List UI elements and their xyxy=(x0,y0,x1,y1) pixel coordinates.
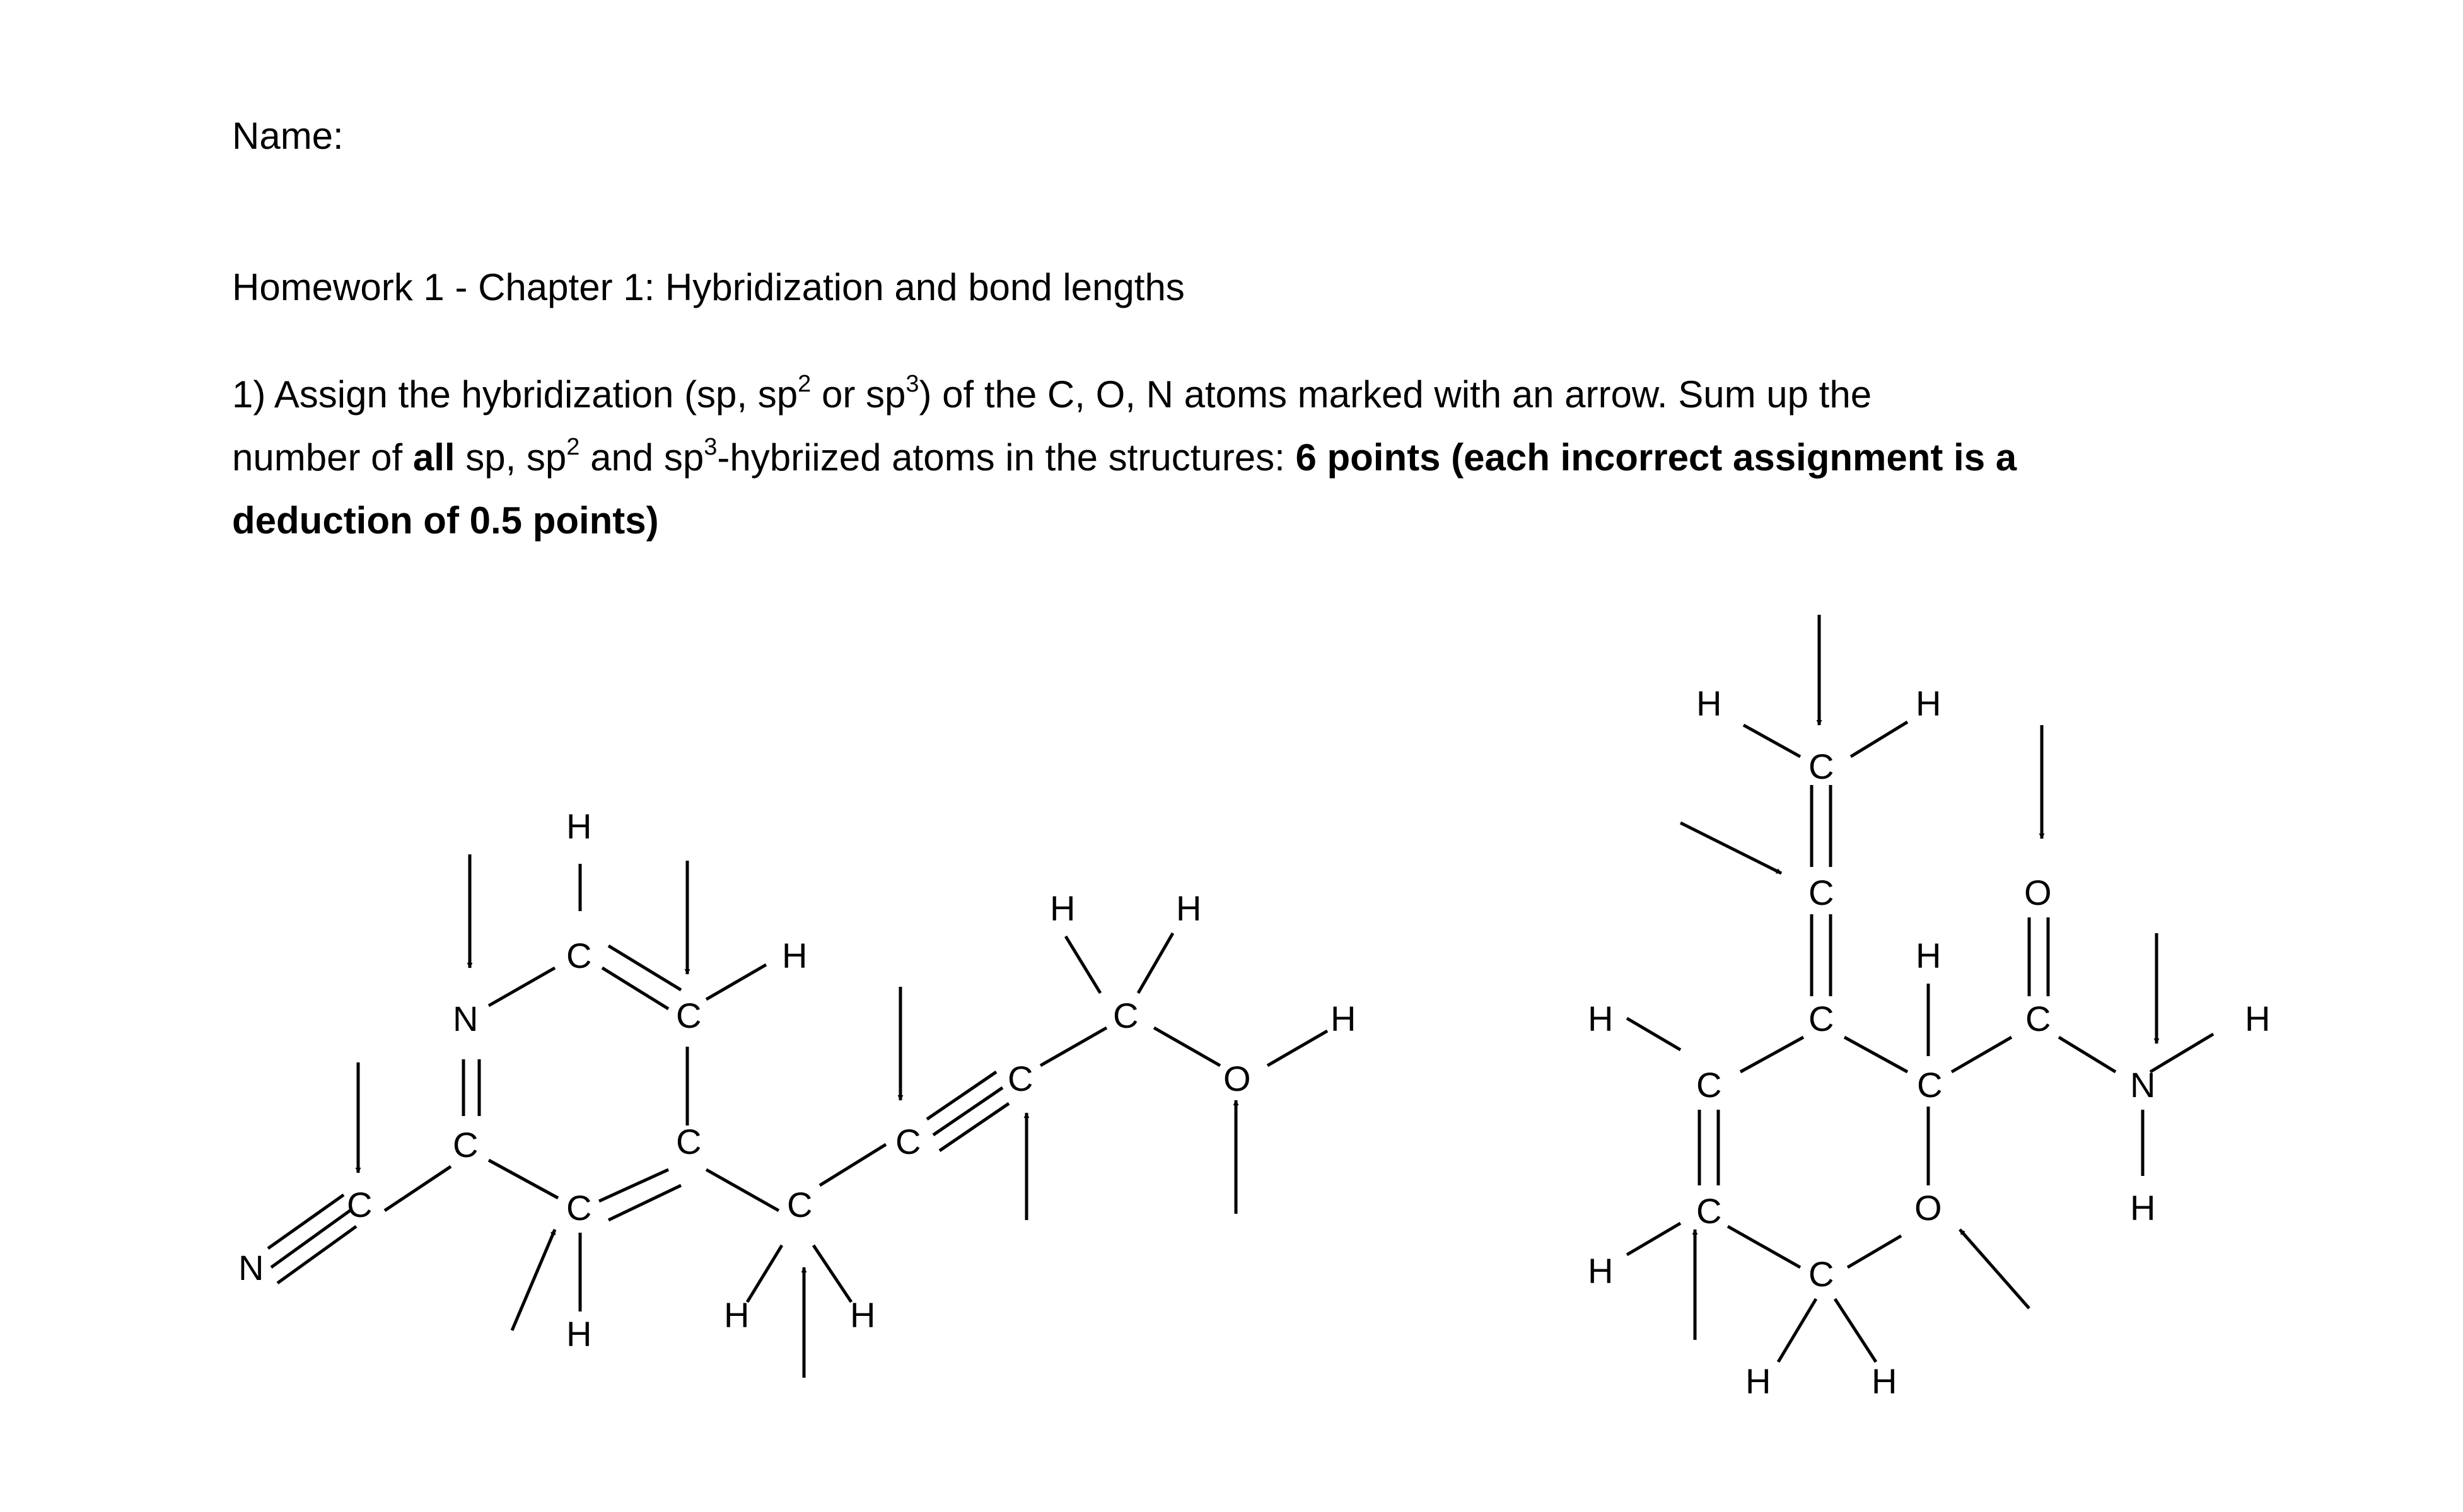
atom-h: H xyxy=(724,1295,750,1335)
question-text-e: sp, sp xyxy=(455,436,567,479)
atom-c: C xyxy=(1808,1254,1834,1294)
question-text-b: or sp xyxy=(811,373,906,416)
atom-c: C xyxy=(895,1122,921,1161)
atom-c: C xyxy=(1808,747,1834,786)
atom-c: C xyxy=(453,1125,479,1165)
atom-c: C xyxy=(2025,999,2051,1038)
right-molecule xyxy=(1627,722,2213,1362)
atom-h: H xyxy=(1916,683,1942,723)
deduction-statement: deduction of 0.5 points) xyxy=(232,499,659,542)
points-statement: 6 points (each incorrect assignment is a xyxy=(1295,436,2017,479)
atom-h: H xyxy=(2130,1188,2156,1228)
superscript-3: 3 xyxy=(704,434,718,460)
question-text-c: ) of the C, O, N atoms marked with an arrow. Sum up the xyxy=(919,373,1872,416)
question-text-g: -hybriized atoms in the structures: xyxy=(717,436,1296,479)
arrow-down-diagonal xyxy=(1680,823,1781,873)
superscript-2: 2 xyxy=(566,434,580,460)
left-molecule-arrows xyxy=(358,854,1236,1378)
atom-c: C xyxy=(1008,1059,1034,1098)
homework-title: Homework 1 - Chapter 1: Hybridization and bond lengths xyxy=(232,266,1185,308)
atom-c: C xyxy=(1917,1065,1943,1105)
atom-h: H xyxy=(1588,999,1614,1038)
left-molecule xyxy=(268,864,1327,1311)
atom-o: O xyxy=(2024,873,2052,912)
arrow-up-diagonal xyxy=(1960,1230,2029,1308)
atom-c: C xyxy=(1808,999,1834,1038)
atom-c: C xyxy=(1113,996,1139,1035)
atom-c: C xyxy=(676,1122,702,1161)
atom-c: C xyxy=(1808,873,1834,912)
atom-h: H xyxy=(566,1314,592,1354)
atom-h: H xyxy=(1176,888,1202,928)
atom-c: C xyxy=(787,1185,813,1224)
atom-c: C xyxy=(676,996,702,1035)
question-text-f: and sp xyxy=(579,436,704,479)
atom-h: H xyxy=(1696,683,1722,723)
left-molecule-atoms xyxy=(238,806,1356,1354)
atom-h: H xyxy=(1745,1361,1771,1401)
arrow-up-diagonal xyxy=(512,1230,555,1330)
atom-h: H xyxy=(1588,1251,1614,1291)
superscript-2: 2 xyxy=(798,371,812,397)
question-number: 1) xyxy=(232,373,266,416)
atom-c: C xyxy=(566,936,592,975)
atom-o: O xyxy=(1223,1059,1251,1098)
atom-h: H xyxy=(1330,999,1356,1038)
atom-o: O xyxy=(1914,1188,1942,1228)
atom-h: H xyxy=(782,936,808,975)
atom-c: C xyxy=(1696,1065,1722,1105)
emphasis-all: all xyxy=(412,436,455,479)
atom-c: C xyxy=(566,1188,592,1228)
atom-h: H xyxy=(850,1295,876,1335)
atom-c: C xyxy=(347,1185,373,1224)
atom-h: H xyxy=(1872,1361,1897,1401)
atom-h: H xyxy=(1916,936,1942,975)
atom-h: H xyxy=(566,806,592,846)
atom-n: N xyxy=(238,1248,264,1288)
atom-h: H xyxy=(1050,888,1076,928)
atom-h: H xyxy=(2245,999,2271,1038)
question-text-d: number of xyxy=(232,436,413,479)
superscript-3: 3 xyxy=(905,371,919,397)
atom-n: N xyxy=(2130,1065,2156,1105)
atom-n: N xyxy=(453,999,479,1038)
atom-c: C xyxy=(1696,1191,1722,1231)
question-text-a: Assign the hybridization (sp, sp xyxy=(274,373,798,416)
name-label: Name: xyxy=(232,115,344,157)
right-molecule-arrows xyxy=(1680,615,2157,1340)
